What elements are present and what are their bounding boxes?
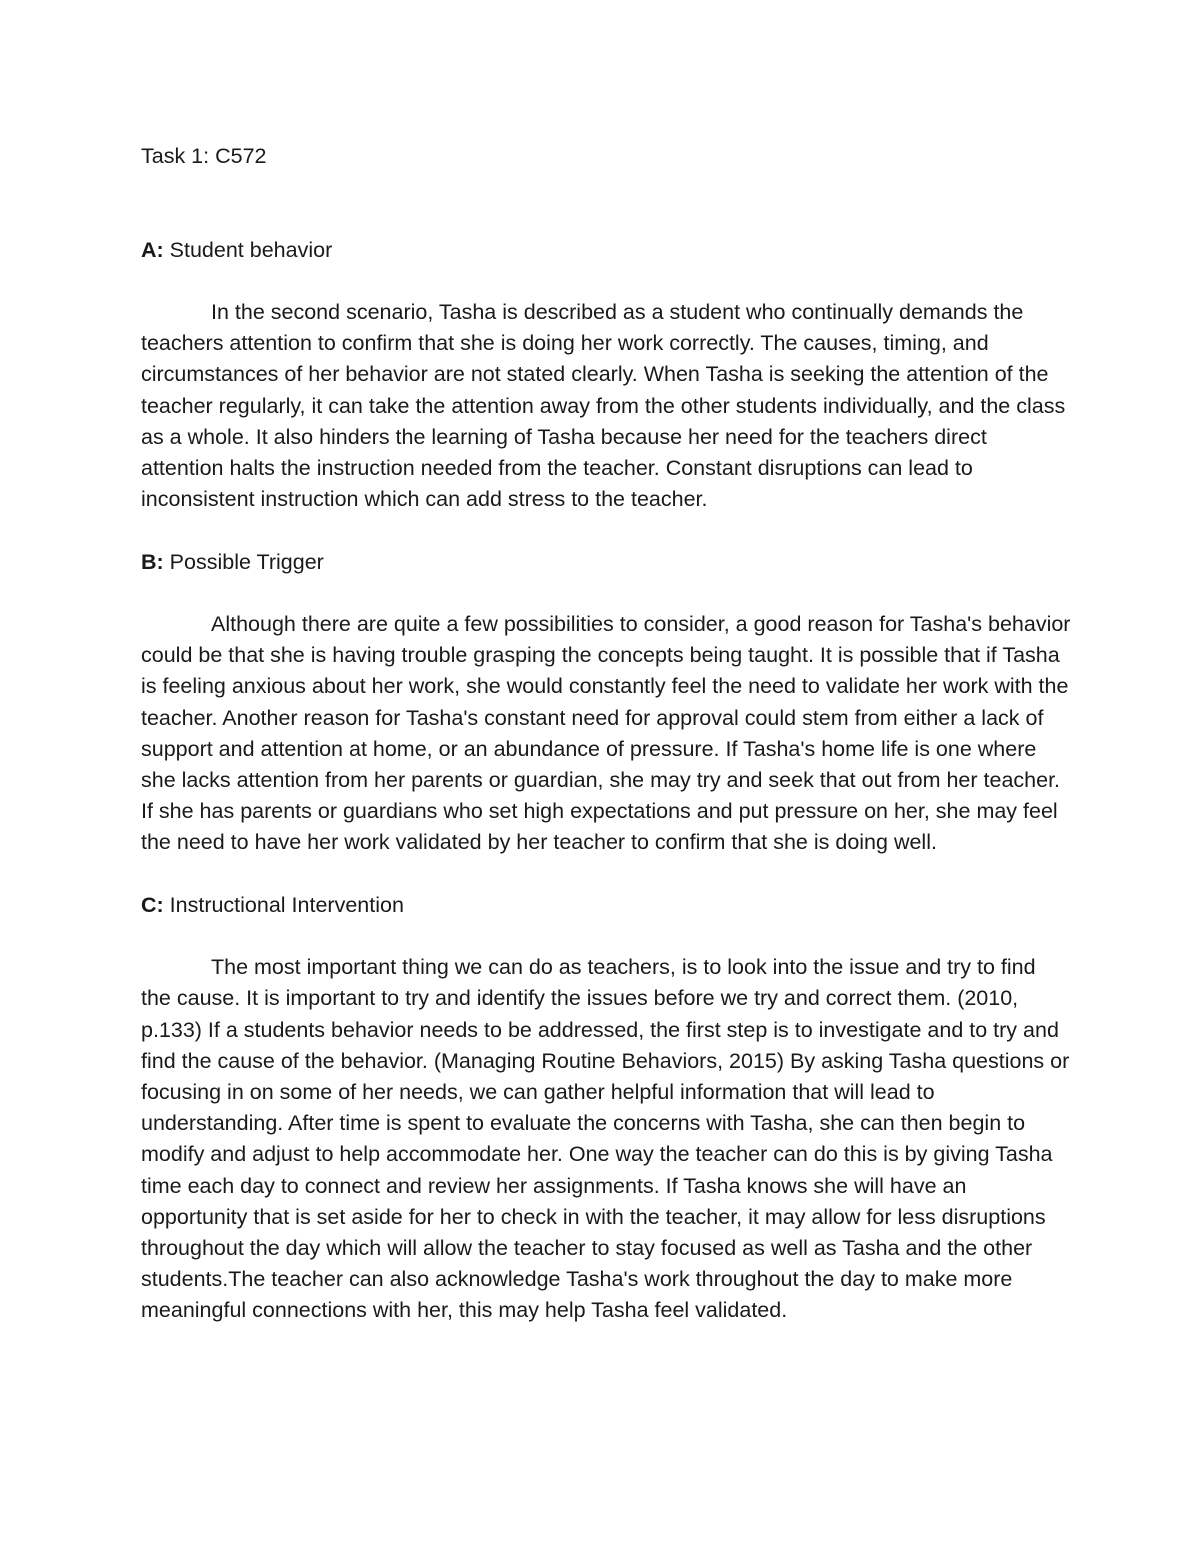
- spacer: [141, 172, 1071, 234]
- section-heading-text: Student behavior: [163, 237, 333, 262]
- section-student-behavior: [141, 235, 1071, 516]
- section-body: Although there are quite a few possibilities to consider, a good reason for Tasha's behavior could be that she is having trouble grasping the concepts being taught. It is possible that if Tasha is feeling anxious about her work, she would constantly feel the need to validate her work with the teacher. Another reason for Tasha's constant need for approval could stem from either a lack of support and attention at home, or an abundance of pressure. If Tasha's home life is one where she lacks attention from her parents or guardian, she may try and seek that out from her teacher. If she has parents or guardians who set high expectations and put pressure on her, she may feel the need to have her work validated by her teacher to confirm that she is doing well.: [141, 611, 1071, 855]
- section-heading-text: Instructional Intervention: [163, 892, 404, 917]
- section-heading-text: Possible Trigger: [163, 549, 324, 574]
- section-heading: [141, 890, 1071, 921]
- spacer: [141, 921, 1071, 952]
- spacer: [141, 578, 1071, 609]
- section-letter: C:: [141, 892, 164, 917]
- section-possible-trigger: [141, 547, 1071, 859]
- section-letter: B:: [141, 549, 164, 574]
- spacer: [141, 515, 1071, 546]
- spacer: [141, 266, 1071, 297]
- document-title: Task 1: C572: [141, 144, 267, 168]
- document-content: [141, 141, 1071, 1327]
- section-body: In the second scenario, Tasha is described as a student who continually demands the teachers attention to confirm that she is doing her work correctly. The causes, timing, and circumstances of her behavior are not stated clearly. When Tasha is seeking the attention of the teacher regularly, it can take the attention away from the other students individually, and the class as a whole. It also hinders the learning of Tasha because her need for the teachers direct attention halts the instruction needed from the teacher. Constant disruptions can lead to inconsistent instruction which can add stress to the teacher.: [141, 299, 1066, 512]
- section-instructional-intervention: [141, 890, 1071, 1327]
- section-body: The most important thing we can do as teachers, is to look into the issue and try to find the cause. It is important to try and identify the issues before we try and correct them. (2010, p.133) If a students behavior needs to be addressed, the first step is to investigate and to try and find the cause of the behavior. (Managing Routine Behaviors, 2015) By asking Tasha questions or focusing in on some of her needs, we can gather helpful information that will lead to understanding. After time is spent to evaluate the concerns with Tasha, she can then begin to modify and adjust to help accommodate her. One way the teacher can do this is by giving Tasha time each day to connect and review her assignments. If Tasha knows she will have an opportunity that is set aside for her to check in with the teacher, it may allow for less disruptions throughout the day which will allow the teacher to stay focused as well as Tasha and the other students.The teacher can also acknowledge Tasha's work throughout the day to make more meaningful connections with her, this may help Tasha feel validated.: [141, 955, 1070, 1323]
- spacer: [141, 859, 1071, 890]
- section-heading: [141, 235, 1071, 266]
- section-heading: [141, 547, 1071, 578]
- section-letter: A:: [141, 237, 164, 262]
